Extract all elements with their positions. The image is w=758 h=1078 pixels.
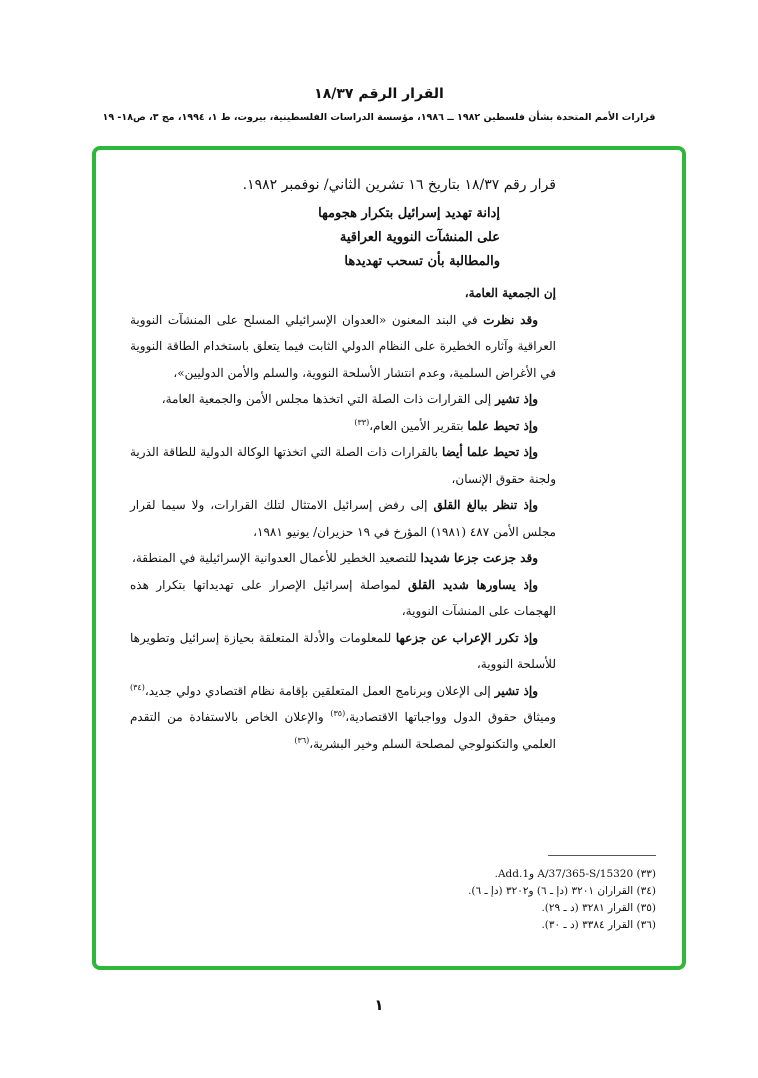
paragraph-lead: وإذ تكرر الإعراب عن جزعها [395,630,538,645]
paragraph-lead: وإذ تحيط علما أيضا [441,445,538,459]
paragraph-text: إلى الإعلان وبرنامج العمل المتعلقين بإقامة نظام اقتصادي دولي جديد، [144,683,495,698]
heading-line: إدانة تهديد إسرائيل بتكرار هجومها [318,206,500,221]
footnote-divider [548,855,656,856]
preamble-paragraph [130,492,556,545]
resolution-line: قرار رقم ١٨/٣٧ بتاريخ ١٦ تشرين الثاني/ نوفمبر ١٩٨٢. [242,177,556,193]
footnote-ref[interactable]: (٣٦) [294,735,310,745]
footnote-ref[interactable]: (٣٥) [330,709,346,718]
preamble-paragraph [130,572,556,625]
paragraph-text: في البند المعنون «العدوان الإسرائيلي المسلح على المنشآت النووية العراقية وآثاره الخطيرة على النظام الدولي الثابت فيما يتعلق باستخدام الطاقة النووية في الأغراض السلمية، وعدم انتشار الأسلحة النووية، والسلم والأمن الدوليين»، [130,312,556,380]
paragraph-text: وميثاق حقوق الدول وواجباتها الاقتصادية، [345,710,556,724]
footnote-ref[interactable]: (٣٣) [354,417,370,427]
preamble-paragraph [130,545,556,572]
paragraph-lead: وإذ تحيط علما [467,418,538,433]
paragraph-lead: وإذ تشير [494,683,538,698]
footnote-ref[interactable]: (٣٤) [130,682,145,692]
paragraph-lead: وقد نظرت [483,312,539,327]
preamble-paragraph [130,386,556,413]
paragraph-text: لمواصلة إسرائيل الإصرار على تهديداتها بتكرار هذه الهجمات على المنشآت النووية، [130,577,556,618]
preamble-paragraph [130,413,556,440]
preamble-paragraph [130,678,556,758]
preamble-paragraph [130,307,556,387]
source-citation: قرارات الأمم المتحدة بشأن فلسطين ١٩٨٢ ــ ١٩٨٦، مؤسسة الدراسات الفلسطينية، بيروت، ط ١، ١٩٩٤، مج ٣، ص١٨- ١٩ [102,112,656,123]
paragraph-lead: وقد جزعت جزعا شديدا [420,551,538,565]
paragraph-text: بتقرير الأمين العام، [369,418,468,433]
addressee: إن الجمعية العامة، [464,286,556,300]
paragraph-text: إلى رفض إسرائيل الامتثال لتلك القرارات، ولا سيما لقرار مجلس الأمن ٤٨٧ (١٩٨١) المؤرخ في ١٩ حزيران/ يونيو ١٩٨١، [130,498,556,539]
footnote: (٣٦) القرار ٣٣٨٤ (د ـ ٣٠). [541,919,656,931]
paragraph-text: إلى القرارات ذات الصلة التي اتخذها مجلس الأمن والجمعية العامة، [161,392,496,406]
paragraph-text: بالقرارات ذات الصلة التي اتخذتها الوكالة الدولية للطاقة الذرية ولجنة حقوق الإنسان، [130,445,556,486]
page-title: القرار الرقم ١٨/٣٧ [314,86,444,102]
paragraph-lead: وإذ تشير [495,392,538,406]
paragraph-text: والإعلان الخاص بالاستفادة من التقدم العلمي والتكنولوجي لمصلحة السلم وخير البشرية، [130,710,556,751]
heading-line: والمطالبة بأن تسحب تهديدها [344,254,500,269]
preamble-paragraph [130,439,556,492]
footnote: (٣٤) القراران ٣٢٠١ (دإ ـ ٦) و٣٢٠٢ (دإ ـ ٦). [468,885,656,897]
document-body [130,170,556,757]
resolution-heading [130,202,556,274]
paragraph-text: للتصعيد الخطير للأعمال العدوانية الإسرائيلية في المنطقة، [132,551,421,565]
paragraph-lead: وإذ تنظر ببالغ القلق [433,498,538,512]
footnote: (٣٥) القرار ٣٢٨١ (د ـ ٢٩). [541,902,656,914]
page-number: ١ [374,996,384,1014]
footnote: (٣٣) A/37/365-S/15320 وAdd.1. [494,868,656,880]
preamble-paragraph [130,625,556,678]
footnotes [380,866,656,934]
heading-line: على المنشآت النووية العراقية [339,230,500,245]
paragraph-lead: وإذ يساورها شديد القلق [407,577,538,592]
paragraph-text: للمعلومات والأدلة المتعلقة بحيازة إسرائيل وتطويرها للأسلحة النووية، [130,630,556,671]
